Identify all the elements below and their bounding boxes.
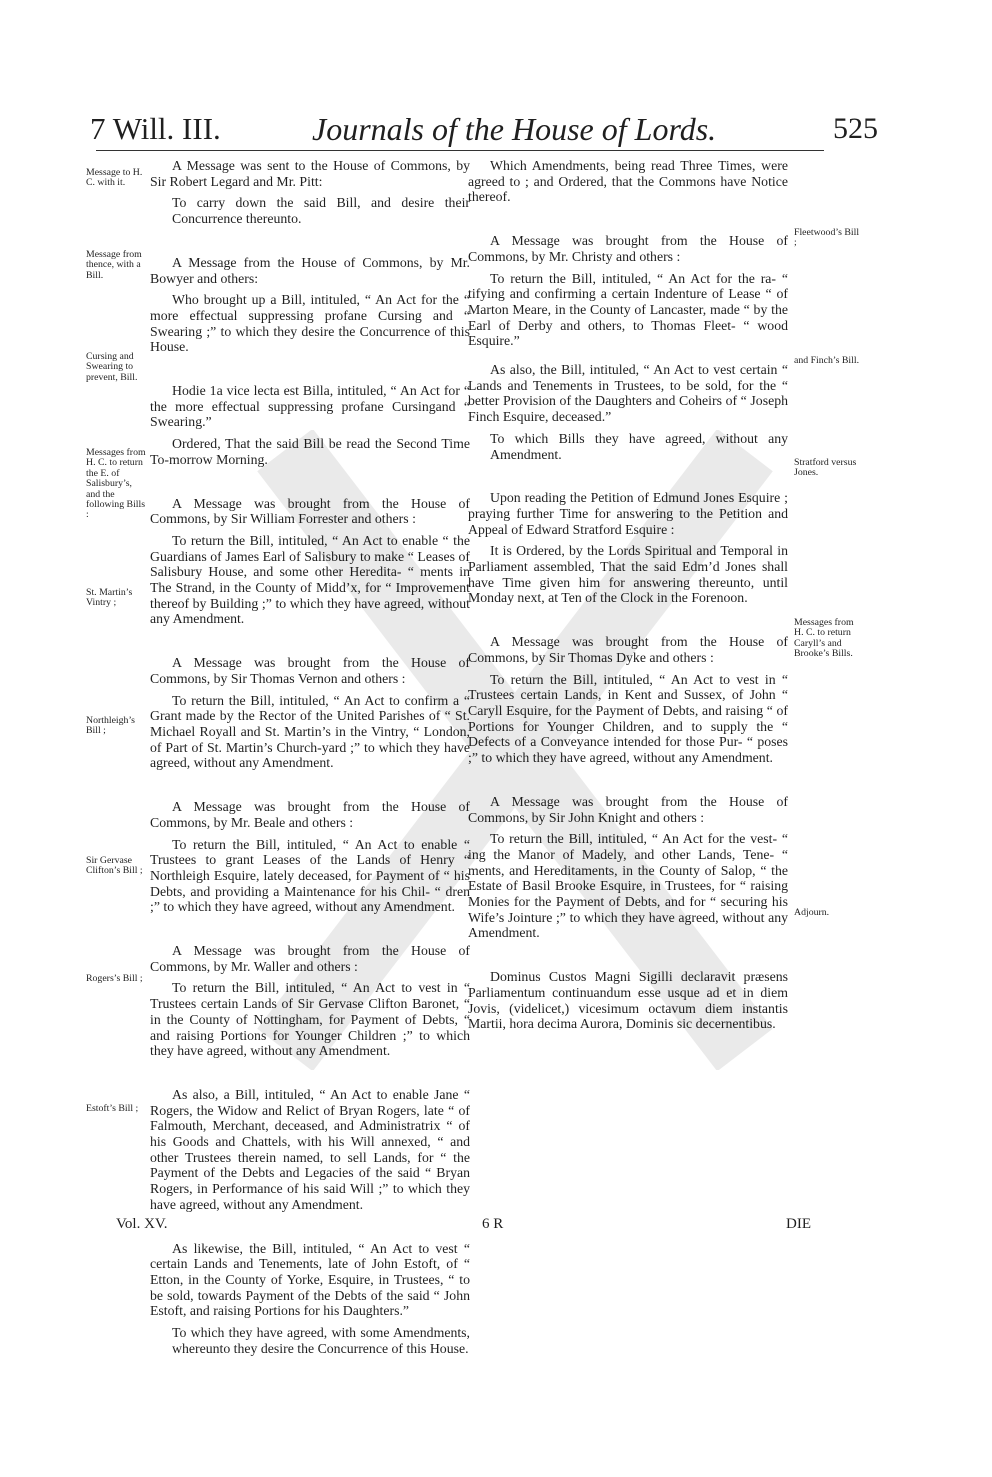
left-para-12: To return the Bill, intituled, “ An Act to enable “ Trustees to grant Leases of the Lands of Henry “ Northleigh Esquire, lately deceased, for Payment of “ his Debts, and providing a Maintenance for his Chil- “ dren ;” to which they have agreed, without any Amendment. [150, 836, 470, 915]
page-number: 525 [833, 112, 878, 145]
right-para-8: A Message was brought from the House of Commons, by Sir Thomas Dyke and others : [468, 634, 788, 665]
margin-note-left-2: Message from thence, with a Bill. [86, 249, 142, 281]
right-para-7: It is Ordered, by the Lords Spiritual and Temporal in Parliament assembled, That the said Edm’d Jones shall have Time given him for answering thereunto, until Monday next, at Ten of the Clock in the Forenoon. [468, 543, 788, 606]
header-rule [96, 150, 824, 151]
left-para-2: To carry down the said Bill, and desire their Concurrence thereunto. [172, 195, 470, 227]
left-para-7: A Message was brought from the House of Commons, by Sir William Forrester and others : [150, 495, 470, 527]
margin-note-left-1: Message to H. C. with it. [86, 167, 143, 189]
catchword: DIE [786, 1216, 811, 1232]
right-para-6: Upon reading the Petition of Edmund Jones Esquire ; praying further Time for answering to the Petition and Appeal of Edward Stratford Esquire : [468, 490, 788, 537]
running-head-regnal-year: 7 Will. III. [90, 111, 221, 146]
volume-label: Vol. XV. [116, 1216, 168, 1232]
right-para-12: Dominus Custos Magni Sigilli declaravit præsens Parliamentum continuandum esse usque ad et in diem Jovis, (videlicet,) vicesimum octavum diem instantis Martii, hora decima Aurora, Dominis sic decernentibus. [468, 969, 788, 1032]
margin-note-right-3: Stratford versus Jones. [794, 457, 857, 479]
left-para-13: A Message was brought from the House of Commons, by Mr. Waller and others : [150, 943, 470, 974]
margin-note-left-6: Northleigh’s Bill ; [86, 715, 135, 737]
right-para-4: As also, the Bill, intituled, “ An Act to vest certain “ Lands and Tenements in Trustees, to be sold, for the “ better Provision of the Daughters and Coheirs of “ Joseph Finch Esquire, deceased.” [468, 362, 788, 425]
left-column [150, 158, 470, 1356]
left-para-9: A Message was brought from the House of Commons, by Sir Thomas Vernon and others : [150, 655, 470, 686]
signature-mark: 6 R [482, 1216, 504, 1232]
right-para-3: To return the Bill, intituled, “ An Act for the ra- “ tifying and confirming a certain Indenture of Lease “ of Marton Meare, in the County of Lancaster, made “ by the Earl of Derby and others, to Thomas Fleet- “ wood Esquire.” [468, 270, 788, 349]
right-para-2: A Message was brought from the House of Commons, by Mr. Christy and others : [468, 233, 788, 264]
left-para-8: To return the Bill, intituled, “ An Act to enable “ the Guardians of James Earl of Salisbury to make “ Leases of Salisbury House, and some other Heredita- “ ments in The Strand, in the County of Midd’x, for “ Improvement thereof by Building ;” to which they have agreed, without any Amendment. [150, 532, 470, 627]
margin-note-left-4: Messages from H. C. to return the E. of Salisbury’s, and the following Bills : [86, 447, 146, 521]
running-head-title [312, 104, 717, 154]
left-para-10: To return the Bill, intituled, “ An Act to confirm a “ Grant made by the Rector of the United Parishes of “ St. Michael Royall and St. Martin’s in the Vintry, “ London, of Part of St. Martin’s Church-yard ;” to which they have agreed, without any Amendment. [150, 692, 470, 771]
right-para-1: Which Amendments, being read Three Times, were agreed to ; and Ordered, that the Commons have Notice thereof. [468, 158, 788, 205]
running-head-title-text: Journals of the House of Lords. [312, 111, 717, 147]
left-para-4: Who brought up a Bill, intituled, “ An Act for the “ more effectual suppressing profane Cursing and “ Swearing ;” to which they desire the Concurrence of this House. [150, 292, 470, 355]
margin-note-right-2: and Finch’s Bill. [794, 355, 860, 366]
right-column [468, 158, 788, 1032]
margin-note-left-3: Cursing and Swearing to prevent, Bill. [86, 351, 138, 383]
right-para-5: To which Bills they have agreed, without any Amendment. [490, 430, 788, 462]
left-para-14: To return the Bill, intituled, “ An Act to vest in “ Trustees certain Lands of Sir Gervase Clifton Baronet, “ in the County of Nottingham, for Payment of Debts, “ and raising Portions for Younger Children ;” to which they have agreed, without any Amendment. [150, 980, 470, 1059]
left-para-15: As also, a Bill, intituled, “ An Act to enable Jane “ Rogers, the Widow and Relict of Bryan Rogers, late “ of Falmouth, Merchant, deceased, and Administratrix “ of his Goods and Chattels, with his Will annexed, “ and other Trustees therein named, to sell Lands, for “ the Payment of the Debts and Legacies of the said “ Bryan Rogers, in Performance of his said Will ;” to which they have agreed, without any Amendment. [150, 1086, 470, 1212]
margin-note-right-4: Messages from H. C. to return Caryll’s and Brooke’s Bills. [794, 617, 854, 660]
left-para-6: Ordered, That the said Bill be read the Second Time To-morrow Morning. [150, 436, 470, 467]
margin-note-right-5: Adjourn. [794, 907, 830, 918]
left-para-1: A Message was sent to the House of Commons, by Sir Robert Legard and Mr. Pitt: [150, 158, 470, 189]
margin-note-left-8: Rogers’s Bill ; [86, 973, 143, 984]
right-para-9: To return the Bill, intituled, “ An Act to vest in “ Trustees certain Lands, in Kent and Sussex, of John “ Caryll Esquire, for the Payment of Debts, and raising “ of Portions for Younger Children, and to supply the “ Defects of a Conveyance intended for those Pur- “ poses ;” to which they have agreed, without any Amendment. [468, 671, 788, 766]
margin-note-left-7: Sir Gervase Clifton’s Bill ; [86, 855, 143, 877]
left-para-5: Hodie 1a vice lecta est Billa, intituled, “ An Act for “ the more effectual suppressing profane Cursingand “ Swearing.” [150, 383, 470, 430]
margin-note-left-5: St. Martin’s Vintry ; [86, 587, 133, 609]
left-para-16: As likewise, the Bill, intituled, “ An Act to vest “ certain Lands and Tenements, late of John Estoft, of “ Etton, in the County of Yorke, Esquire, in Trustees, “ to be sold, towards Payment of the Debts of the said “ John Estoft, and raising Portions for his Daughters.” [150, 1240, 470, 1319]
right-para-10: A Message was brought from the House of Commons, by Sir John Knight and others : [468, 793, 788, 825]
left-para-11: A Message was brought from the House of Commons, by Mr. Beale and others : [150, 799, 470, 830]
margin-note-left-9: Estoft’s Bill ; [86, 1103, 139, 1114]
margin-note-right-1: Fleetwood’s Bill ; [794, 227, 860, 249]
right-para-11: To return the Bill, intituled, “ An Act for the vest- “ ing the Manor of Madely, and other Lands, Tene- “ ments, and Hereditaments, in the County of Salop, “ the Estate of Basil Brooke Esquire, in Trustees, for “ raising Monies for the Payment of Debts, and for “ securing his Wife’s Jointure ;” to which they have agreed, without any Amendment. [468, 831, 788, 941]
left-para-17: To which they have agreed, with some Amendments, whereunto they desire the Concurrence of this House. [172, 1325, 470, 1356]
left-para-3: A Message from the House of Commons, by Mr. Bowyer and others: [150, 254, 470, 286]
